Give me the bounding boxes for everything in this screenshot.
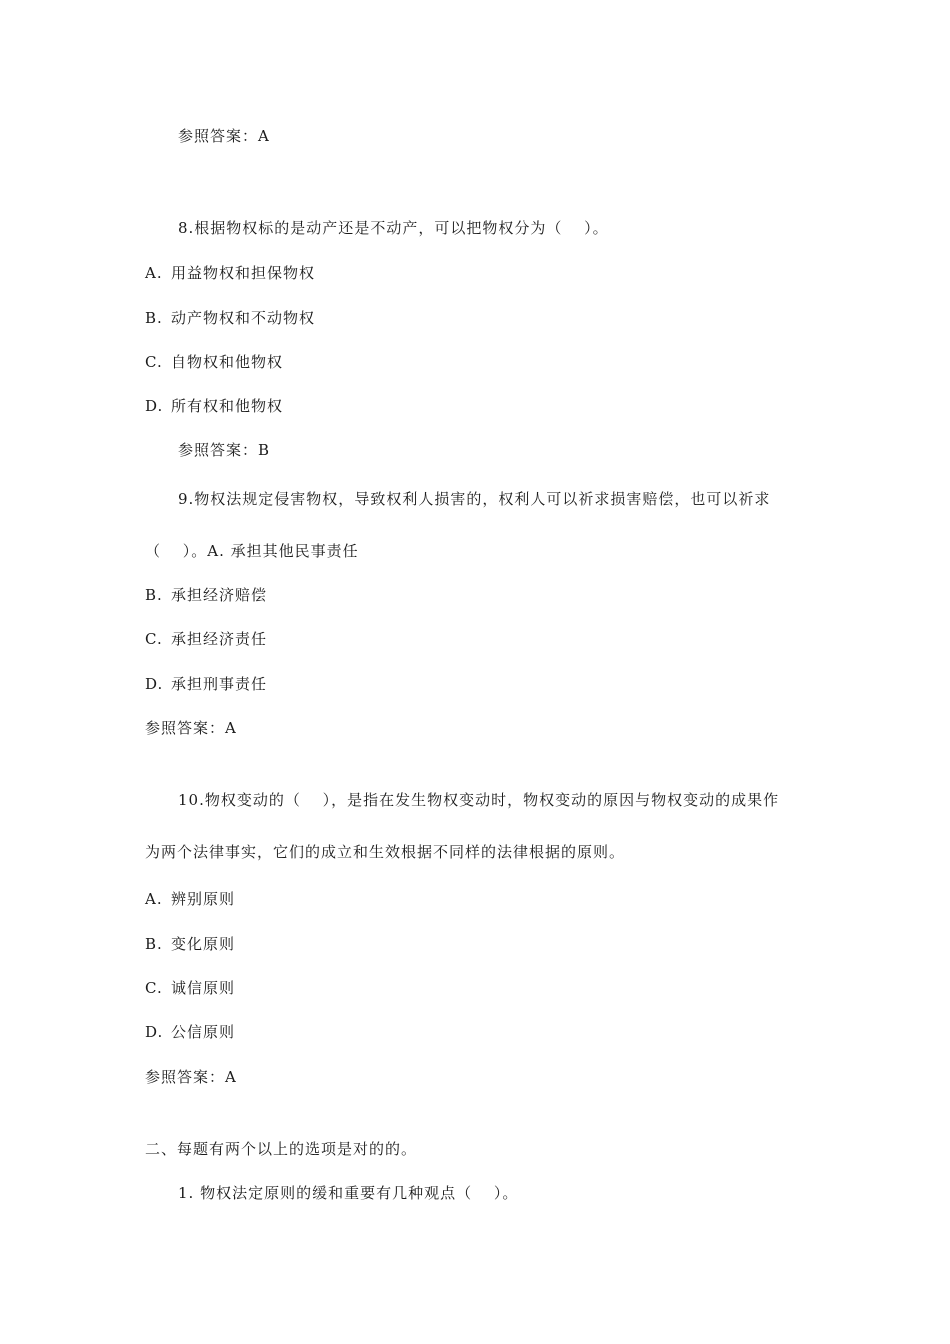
q9-option-c	[145, 629, 267, 649]
q10-option-a	[145, 889, 235, 909]
q8-answer: 参照答案：B	[178, 441, 271, 459]
option-key: D.	[145, 1023, 164, 1041]
option-key: C.	[145, 630, 163, 648]
q8-option-c	[145, 352, 283, 372]
option-text: 变化原则	[171, 935, 236, 953]
option-text: 诚信原则	[171, 979, 236, 997]
option-key: B.	[145, 935, 163, 953]
option-text: 辨别原则	[171, 890, 236, 908]
section2-q1-stem: 1. 物权法定原则的缓和重要有几种观点（ ）。	[178, 1184, 519, 1202]
option-key: D.	[145, 397, 164, 415]
q10-option-b	[145, 934, 235, 954]
q9-stem-line1: 9.物权法规定侵害物权，导致权利人损害的，权利人可以祈求损害赔偿，也可以祈求	[178, 490, 771, 508]
q10-answer: 参照答案：A	[145, 1068, 237, 1086]
q9-option-d	[145, 674, 267, 694]
option-key: A.	[145, 890, 163, 908]
q10-option-d	[145, 1022, 235, 1042]
option-text: 承担经济赔偿	[171, 586, 268, 604]
option-key: B.	[145, 309, 163, 327]
q8-stem: 8.根据物权标的是动产还是不动产，可以把物权分为（ ）。	[178, 219, 609, 237]
option-text: 公信原则	[171, 1023, 236, 1041]
option-text: 动产物权和不动物权	[171, 309, 316, 327]
section2-heading: 二、每题有两个以上的选项是对的的。	[145, 1140, 418, 1158]
q10-stem-line1: 10.物权变动的（ ），是指在发生物权变动时，物权变动的原因与物权变动的成果作	[178, 791, 780, 809]
option-text: 承担刑事责任	[171, 675, 268, 693]
option-text: 所有权和他物权	[171, 397, 284, 415]
option-key: D.	[145, 675, 164, 693]
q10-stem-line2: 为两个法律事实，它们的成立和生效根据不同样的法律根据的原则。	[145, 843, 626, 861]
answer-prev: 参照答案：A	[178, 127, 270, 145]
q9-stem-line2: （ ）。A. 承担其他民事责任	[145, 542, 359, 560]
option-text: 承担经济责任	[171, 630, 268, 648]
option-key: A.	[145, 264, 163, 282]
option-key: C.	[145, 979, 163, 997]
q8-option-b	[145, 308, 315, 328]
option-text: 用益物权和担保物权	[171, 264, 316, 282]
q9-option-b	[145, 585, 267, 605]
option-key: C.	[145, 353, 163, 371]
q8-option-a	[145, 263, 315, 283]
q10-option-c	[145, 978, 235, 998]
option-text: 自物权和他物权	[171, 353, 284, 371]
option-key: B.	[145, 586, 163, 604]
q9-answer: 参照答案：A	[145, 719, 237, 737]
q8-option-d	[145, 396, 283, 416]
